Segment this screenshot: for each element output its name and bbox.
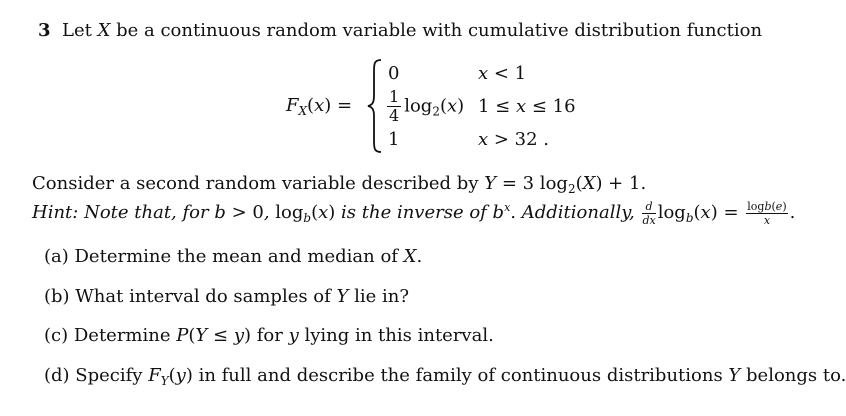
cdf-case-1-condition: x < 1 bbox=[478, 63, 527, 84]
problem-intro-text: Let X be a continuous random variable with cumulative distribution function bbox=[56, 20, 763, 41]
question-b: (b) What interval do samples of Y lie in? bbox=[44, 286, 410, 307]
question-c: (c) Determine P(Y ≤ y) for y lying in this interval. bbox=[44, 325, 494, 346]
cdf-case-3-value: 1 bbox=[388, 129, 400, 150]
question-d-label: (d) bbox=[44, 365, 70, 386]
question-b-label: (b) bbox=[44, 286, 70, 307]
problem-intro-line bbox=[38, 20, 762, 42]
cdf-case-2-condition: 1 ≤ x ≤ 16 bbox=[478, 96, 576, 117]
left-brace-icon bbox=[367, 58, 383, 154]
problem-number: 3 bbox=[38, 20, 51, 41]
second-variable-sentence: Consider a second random variable described by Y = 3 $\log_2(X) + 1$. bbox=[32, 173, 647, 196]
cdf-case-2-value: $\frac{1}{4}$ $\log_2(x)$ bbox=[389, 87, 465, 125]
question-d: (d) Specify $F_Y(y)$ in full and describe the family of continuous distributions Y belongs to. bbox=[44, 365, 846, 388]
cdf-case-3-condition: x > 32 . bbox=[478, 129, 550, 150]
question-c-label: (c) bbox=[44, 325, 69, 346]
question-a-label: (a) bbox=[44, 246, 69, 267]
question-a: (a) Determine the mean and median of X. bbox=[44, 246, 423, 267]
cdf-lhs: $F_X(x)$ = bbox=[286, 95, 353, 118]
cdf-case-1-value: 0 bbox=[388, 63, 400, 84]
hint-sentence: Hint: Note that, for b > 0, $\log_b(x)$ is the inverse of $b^x$. Additionally, $\frac{d}{dx}$ $\log_b(x)$ = $\frac{\log b(e)}{x}$ . bbox=[32, 199, 796, 227]
